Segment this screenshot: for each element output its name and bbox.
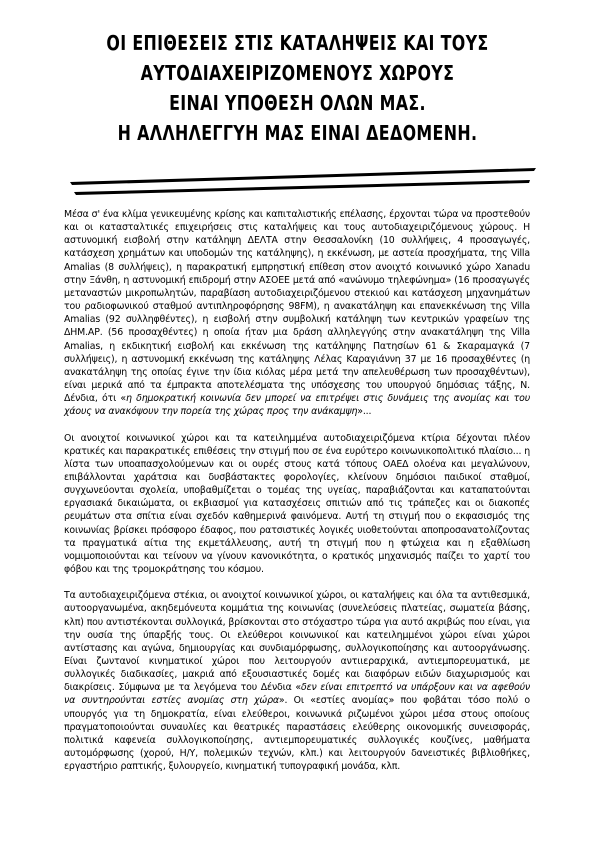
paragraph-1-text: Μέσα σ' ένα κλίμα γενικευμένης κρίσης και καπιταλιστικής επέλασης, έρχονται τώρα να προστεθούν και οι κατασταλτικές επιχειρήσεις στις καταλήψεις και τους αυτοδιαχειριζόμενους χώρους. Η αστυνομική εισβολή στην κατάληψη ΔΕΛΤΑ στην Θεσσαλονίκη (10 συλλήψεις, 4 προσαγωγές, κατάσχεση χρημάτων και υποδομών της κατάληψης), η εκκένωση, με αστεία προσχήματα, της Villa Amalias (8 συλλήψεις), η παρακρατική εμπρηστική επίθεση στον ανοιχτό κοινωνικό χώρο Xanadu στην Ξάνθη, η αστυνομική επιδρομή στην ΑΣΟΕΕ μετά από «ανώνυμο τηλεφώνημα» (16 προσαγωγές μεταναστών μικροπωλητών, παραβίαση αυτοδιαχειριζόμενου στεκιού και κατάσχεση μηχανημάτων του ραδιοφωνικού σταθμού αντιπληροφόρησης 98FM), η ανακατάληψη και επανεκκένωση της Villa Amalias (92 συλληφθέντες), η εισβολή στην συμβολική κατάληψη των κεντρικών γραφείων της ΔΗΜ.ΑΡ. (56 προσαχθέντες) η οποία ήταν μια δράση αλληλεγγύης στην ανακατάληψη της Villa Amalias, η εκδικητική εισβολή και εκκένωση της κατάληψης Πατησίων 61 & Σκαραμαγκά (7 συλλήψεις), η αστυνομική εκκένωση της κατάληψης Λέλας Καραγιάννη 37 με 16 προσαχθέντες (η ανακατάληψη της οποίας έγινε την ίδια κιόλας μέρα μετά την απελευθέρωση των προσαχθέντων), είναι μερικά από τα έμπρακτα αποτελέσματα της υπόσχεσης του υπουργού δημόσιας τάξης, Ν. Δένδια, ότι « (64, 209, 530, 405)
headline-line-3: ΕΙΝΑΙ ΥΠΟΘΕΣΗ ΟΛΩΝ ΜΑΣ. (169, 91, 426, 115)
headline-line-4: Η ΑΛΛΗΛΕΓΓΥΗ ΜΑΣ ΕΙΝΑΙ ΔΕΔΟΜΕΝΗ. (117, 121, 478, 145)
headline (59, 28, 536, 148)
brush-stroke-divider (68, 160, 538, 200)
paragraph-2 (64, 432, 530, 577)
headline-line-1: ΟΙ ΕΠΙΘΕΣΕΙΣ ΣΤΙΣ ΚΑΤΑΛΗΨΕΙΣ ΚΑΙ ΤΟΥΣ (106, 31, 489, 55)
paragraph-3-end: ». Οι «εστίες ανομίας» που φοβάται τόσο πολύ ο υπουργός για τη δημοκρατία, είναι ελεύθεροι, κοινωνικά ριζωμένοι χώροι μέσα στους οποίους πραγματοποιούνται συναυλίες και θεατρικές παραστάσεις ελεύθερης οικονομικής συνεισφοράς, πολιτικά καφενεία συλλογικοποίησης, αντιεμπορευματικές συλλογικές κουζίνες, μαθήματα αυτομόρφωσης (χορού, Η/Υ, πολεμικών τεχνών, κλπ.) και λειτουργούν δανειστικές βιβλιοθήκες, εργαστήριο ραπτικής, ξυλουργείο, κινηματική τυπογραφική μονάδα, κλπ. (64, 695, 530, 773)
paragraph-1-end: »... (357, 406, 372, 418)
paragraph-1-quote: η δημοκρατική κοινωνία δεν μπορεί να επιτρέψει στις δυνάμεις της ανομίας και του χάους να ανακόψουν την πορεία της χώρας προς την ανάκαμψη (64, 393, 530, 418)
paragraph-3-quote: δεν είναι επιτρεπτό να υπάρξουν και να αφεθούν να συντηρούνται εστίες ανομίας στη χώρα (64, 682, 530, 707)
divider-stroke-graphic (68, 160, 538, 200)
paragraph-3 (64, 589, 530, 773)
headline-line-2: ΑΥΤΟΔΙΑΧΕΙΡΙΖΟΜΕΝΟΥΣ ΧΩΡΟΥΣ (140, 61, 455, 85)
paragraph-2-text: Οι ανοιχτοί κοινωνικοί χώροι και τα κατειλημμένα αυτοδιαχειριζόμενα κτίρια δέχονται πλέον κρατικές και παρακρατικές επιθέσεις την στιγμή που σε ένα ευρύτερο κοινωνικοπολιτικό πλαίσιο... η λίστα των υποαπασχολούμενων και οι ουρές στους κατά τόπους ΟΑΕΔ ολοένα και μεγαλώνουν, επιβάλλονται χαράτσια και δυσβάστακτες φορολογίες, κλείνουν δημόσιοι παιδικοί σταθμοί, συγχωνεύονται σχολεία, υποβαθμίζεται ο τομέας της υγείας, παραβιάζονται και καταπατούνται εργασιακά δικαιώματα, οι εκβιασμοί για κατασχέσεις σπιτιών από τις τράπεζες και οι διακοπές ρευμάτων στα σπίτια είναι σχεδόν καθημερινά φαινόμενα. Αυτή τη στιγμή που ο εκφασισμός της κοινωνίας βρίσκει πρόσφορο έδαφος, που ρατσιστικές λογικές υιοθετούνται αποπροσανατολίζοντας τα πραγματικά αίτια της εκμετάλλευσης, αυτή τη στιγμή που η φτώχεια και η εξαθλίωση νομιμοποιούνται και τείνουν να γίνουν κανονικότητα, ο κρατικός μηχανισμός παίζει το χαρτί του φόβου και της τρομοκράτησης του κόσμου. (64, 432, 530, 576)
article-body (64, 208, 530, 786)
paragraph-1 (64, 208, 530, 419)
paragraph-3-text: Τα αυτοδιαχειριζόμενα στέκια, οι ανοιχτοί κοινωνικοί χώροι, οι καταλήψεις και όλα τα αντιθεσμικά, αυτοοργανωμένα, ακηδεμόνευτα κομμάτια της κοινωνίας (συνελεύσεις πλατείας, σωματεία βάσης, κλπ) που αντιστέκονται συλλογικά, βρίσκονται στο στόχαστρο τώρα για αυτό ακριβώς που είναι, για την ουσία της ύπαρξής τους. Οι ελεύθεροι κοινωνικοί και κατειλημμένοι χώροι είναι χώροι αντίστασης και αγώνα, δημιουργίας και συνδιαμόρφωσης, συλλογικοποίησης και αυτοοργάνωσης. Είναι ζωντανοί κινηματικοί χώροι που λειτουργούν αντιιεραρχικά, αντιεμπορευματικά, με συλλογικές διαδικασίες, μακριά από εξουσιαστικές δομές και διαφόρων ειδών διαχωρισμούς και διακρίσεις. Σύμφωνα με τα λεγόμενα του Δένδια « (64, 590, 530, 694)
